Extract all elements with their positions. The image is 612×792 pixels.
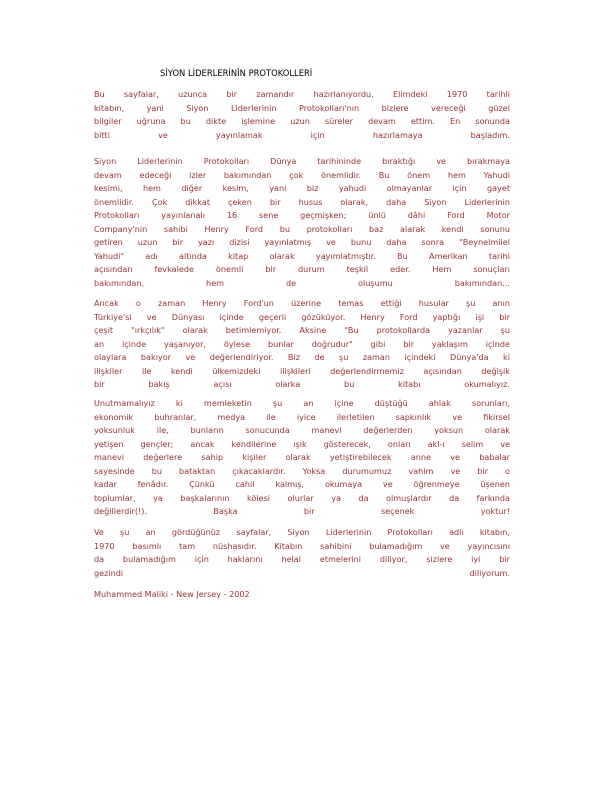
paragraph-line: bilgiler uğruna bu dikte işlemine uzun süreler devam ettim. En sonunda: [94, 116, 510, 127]
paragraph-line: toplumlar, ya başkalarının kölesi olurlar ya da olmuşlardır da farkında: [94, 492, 510, 503]
paragraph-line: çeşit "ırkçılık" olarak betimlemiyor. Aksine "Bu protokollarda yazanlar şu: [94, 325, 510, 336]
paragraph-line: kesimi, hem diğer kesim, yani biz yahudi olmayanlar için gayet: [94, 183, 510, 194]
paragraph-line: Yahudi" adı altında kitap olarak yayımlatmıştır. Bu Amerikan tarihi: [94, 250, 510, 261]
paragraph-line: Siyon Liderlerinin Protokolları Dünya tarihininde bıraktığı ve bırakmaya: [94, 156, 510, 166]
paragraph-line: değillerdir(!). Başka bir seçenek yoktur!: [94, 506, 510, 517]
paragraph-line: ilişkiler ile kendi ülkemizdeki ilişkileri değerlendirmemiz açısından değişik: [94, 365, 510, 376]
paragraph-line: gezindi diliyorum.: [94, 567, 510, 578]
paragraph-line: yoksunluk ile, bunların sonucunda manevi değerlerden yoksun olarak: [94, 425, 510, 436]
paragraph-intro: [94, 88, 510, 142]
paragraph-line: bir bakış açısı olarka bu kitabı okumalıyız.: [94, 379, 510, 390]
page-title: SİYON LİDERLERİNİN PROTOKOLLERİ: [160, 68, 313, 78]
paragraph-line: getiren uzun bir yazı dizisi yayınlatmış ve bunu daha sonra "Beynelmilel: [94, 237, 510, 248]
paragraph-line: Ve şu an gördüğünüz sayfalar, Siyon Liderlerinin Protokolları adlı kitabın,: [94, 527, 510, 537]
paragraph-line: yetişen gençler; ancak kendilerine ışık gösterecek, onları akl-ı selim ve: [94, 438, 510, 449]
paragraph-line: kitabın, yani Siyon Liderlerinin Protokolları'nın bizlere vereceği güzel: [94, 102, 510, 113]
paragraph-line: açısından fevkalede önemli bir durum teşkil eder. Hem sonuçları: [94, 264, 510, 275]
paragraph-line: devam edeceği izler bakımından çok önemlidir. Bu önem hem Yahudi: [94, 169, 510, 180]
paragraph-line: manevi değerlere sahip kişiler olarak yetiştirebilecek anne ve babalar: [94, 452, 510, 463]
paragraph-closing: [94, 526, 510, 580]
paragraph-line: Protokolları yayınlanalı 16 sene geçmişken; ünlü dâhi Ford Motor: [94, 210, 510, 221]
paragraph-society: [94, 397, 510, 519]
paragraph-line: sayesinde bu bataktan çıkacaklardır. Yoksa durumumuz vahim ve bir o: [94, 465, 510, 476]
paragraph-line: Unutmamalıyız ki memleketin şu an içine düştüğü ahlak sorunları,: [94, 398, 510, 408]
paragraph-line: bakımından, hem de oluşumu bakımından...: [94, 277, 510, 288]
paragraph-line: olaylara bakıyor ve değerlendiriyor. Biz de şu zaman içindeki Dünya'da ki: [94, 352, 510, 363]
paragraph-line: bitti ve yayınlamak için hazırlamaya başladım.: [94, 129, 510, 140]
paragraph-line: Türkiye'si ve Dünyası içinde geçerli gözüküyor. Henry Ford yaptığı işi bir: [94, 311, 510, 322]
paragraph-line: 1970 basımlı tam nüshasıdır. Kitabın sahibini bulamadığım ve yayıncısını: [94, 540, 510, 551]
paragraph-line: Bu sayfalar, uzunca bir zamandır hazırlanıyordu. Elimdeki 1970 tarihli: [94, 89, 510, 99]
paragraph-importance: [94, 155, 510, 290]
paragraph-line: Company'nin sahibi Henry Ford bu protokolları baz alarak kendi sonunu: [94, 223, 510, 234]
paragraph-henry-ford: [94, 297, 510, 392]
author-signature: Muhammed Maliki - New Jersey - 2002: [94, 589, 250, 599]
paragraph-line: da bulamadığım için haklarını helal etmelerini diliyor, sizlere iyi bir: [94, 554, 510, 565]
paragraph-line: an içinde yaşanıyor, öylese bunlar doğrudur" gibi bir yaklaşım içinde: [94, 338, 510, 349]
paragraph-line: önemlidir. Çok dikkat çeken bir husus olarak, daha Siyon Liderlerinin: [94, 196, 510, 207]
paragraph-line: kadar fenâdır. Çünkü cahil kalmış, okumaya ve öğrenmeye üşenen: [94, 479, 510, 490]
paragraph-line: Ancak o zaman Henry Ford'un üzerine temas ettiği husular şu anın: [94, 298, 510, 308]
paragraph-line: ekonomik buhranlar, medya ile iyice ilerletilen sapkınlık ve fikirsel: [94, 411, 510, 422]
